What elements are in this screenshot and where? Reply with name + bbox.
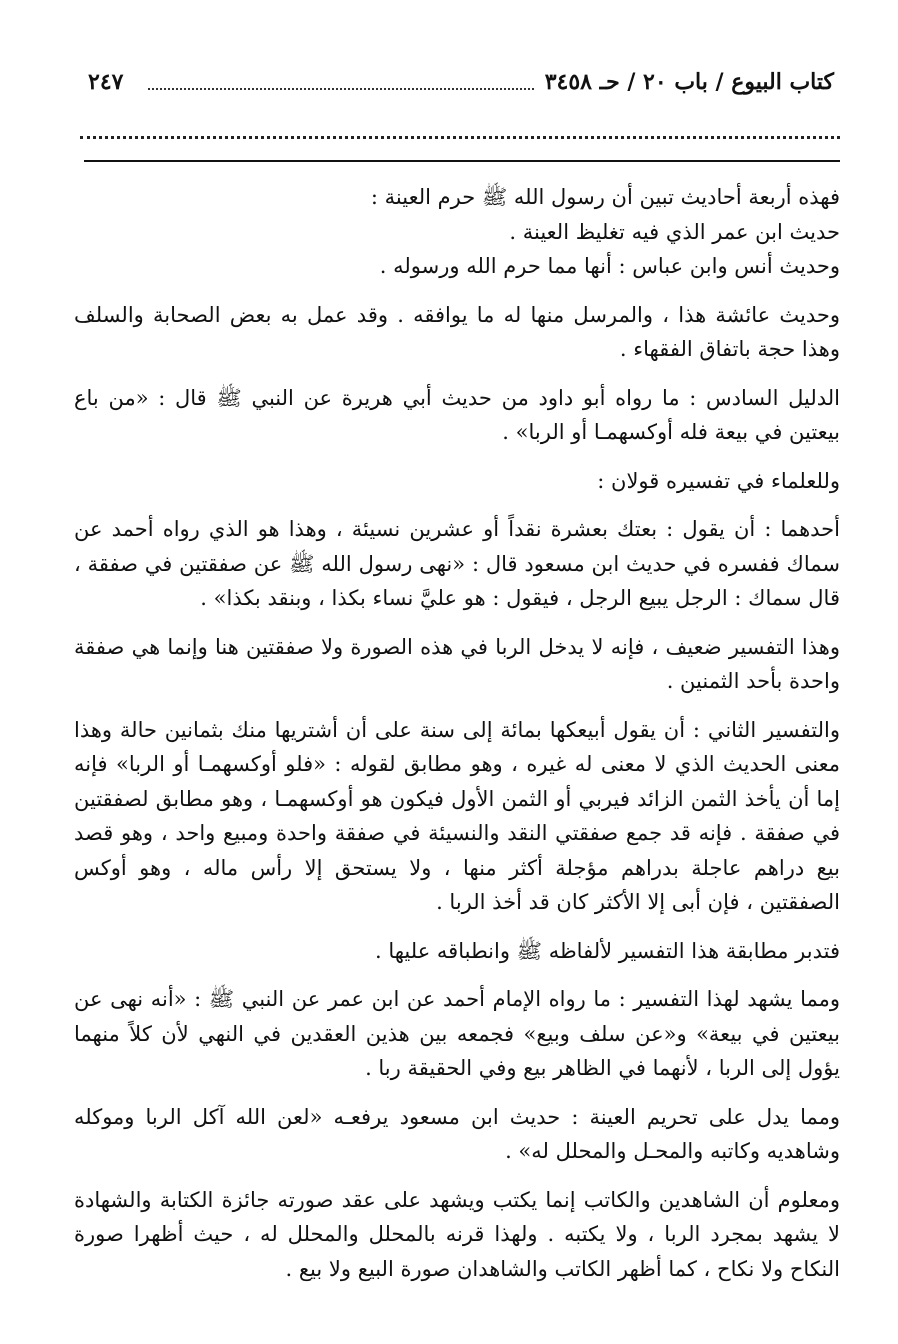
footnote-dotted-line xyxy=(80,136,840,139)
paragraph: وهذا التفسير ضعيف ، فإنه لا يدخل الربا في هذه الصورة ولا صفقتين هنا وإنما هي صفقة واحدة بأحد الثمنين . xyxy=(74,634,840,693)
paragraph: أحدهما : أن يقول : بعتك بعشرة نقداً أو عشرين نسيئة ، وهذا هو الذي رواه أحمد عن سماك ففسره في حديث ابن مسعود قال : «نهى رسول الله ﷺ عن صفقتين في صفقة ، قال سماك : الرجل يبيع الرجل ، فيقول : هو عليَّ نساء بكذا ، وبنقد بكذا» . xyxy=(74,517,840,610)
paragraph: ومعلوم أن الشاهدين والكاتب إنما يكتب ويشهد على عقد صورته جائزة الكتابة والشهادة لا يشهد بمجرد الربا ، ولا يكتبه . ولهذا قرنه بالمحلل والمحلل له ، حيث أظهرا صورة النكاح ولا نكاح ، كما أظهر الكاتب والشاهدان صورة البيع ولا بيع . xyxy=(74,1187,840,1281)
header-dotted-leader xyxy=(148,88,534,90)
page-number: ٢٤٧ xyxy=(88,69,124,95)
paragraph: والتفسير الثاني : أن يقول أبيعكها بمائة إلى سنة على أن أشتريها منك بثمانين حالة وهذا معنى الحديث الذي لا معنى له غيره ، وهو مطابق لقوله : «فلو أوكسهمـا أو الربا» فإنه إما أن يأخذ الثمن الزائد فيربي أو الثمن الأول فيكون هو أوكسهمـا ، وهو مطابق لصفقتين في صفقة . فإنه قد جمع صفقتي النقد والنسيئة في صفقة واحدة ومبيع واحد ، وهو قصد بيع دراهم عاجلة بدراهم مؤجلة أكثر منها ، ولا يستحق إلا رأس ماله ، وهو أوكس الصفقتين ، فإن أبى إلا الأكثر كان قد أخذ الربا . xyxy=(74,717,840,914)
page-header xyxy=(78,62,834,102)
paragraph: حديث ابن عمر الذي فيه تغليظ العينة . xyxy=(509,219,840,244)
header-rule xyxy=(84,160,840,162)
paragraph: ومما يدل على تحريم العينة : حديث ابن مسعود يرفعـه «لعن الله آكل الربا وموكله وشاهديه وكاتبه والمحـل والمحلل له» . xyxy=(74,1104,840,1163)
paragraph: ومما يشهد لهذا التفسير : ما رواه الإمام أحمد عن ابن عمر عن النبي ﷺ : «أنه نهى عن بيعتين في بيعة» و«عن سلف وبيع» فجمعه بين هذين العقدين في النهي لأن كلاً منهما يؤول إلى الربا ، لأنهما في الظاهر بيع وفي الحقيقة ربا . xyxy=(74,987,840,1080)
paragraph: فهذه أربعة أحاديث تبين أن رسول الله ﷺ حرم العينة : xyxy=(370,185,840,209)
paragraph: فتدبر مطابقة هذا التفسير لألفاظه ﷺ وانطباقه عليها . xyxy=(374,938,840,963)
main-text xyxy=(74,180,840,1300)
paragraph: الدليل السادس : ما رواه أبو داود من حديث أبي هريرة عن النبي ﷺ قال : «من باع بيعتين في بيعة فله أوكسهمـا أو الربا» . xyxy=(74,385,840,444)
paragraph: وحديث عائشة هذا ، والمرسل منها له ما يوافقه . وقد عمل به بعض الصحابة والسلف وهذا حجة باتفاق الفقهاء . xyxy=(74,302,840,361)
running-title: كتاب البيوع / باب ٢٠ / حـ ٣٤٥٨ xyxy=(544,69,834,95)
paragraph: وحديث أنس وابن عباس : أنها مما حرم الله ورسوله . xyxy=(379,254,840,278)
paragraph: وللعلماء في تفسيره قولان : xyxy=(597,468,840,493)
